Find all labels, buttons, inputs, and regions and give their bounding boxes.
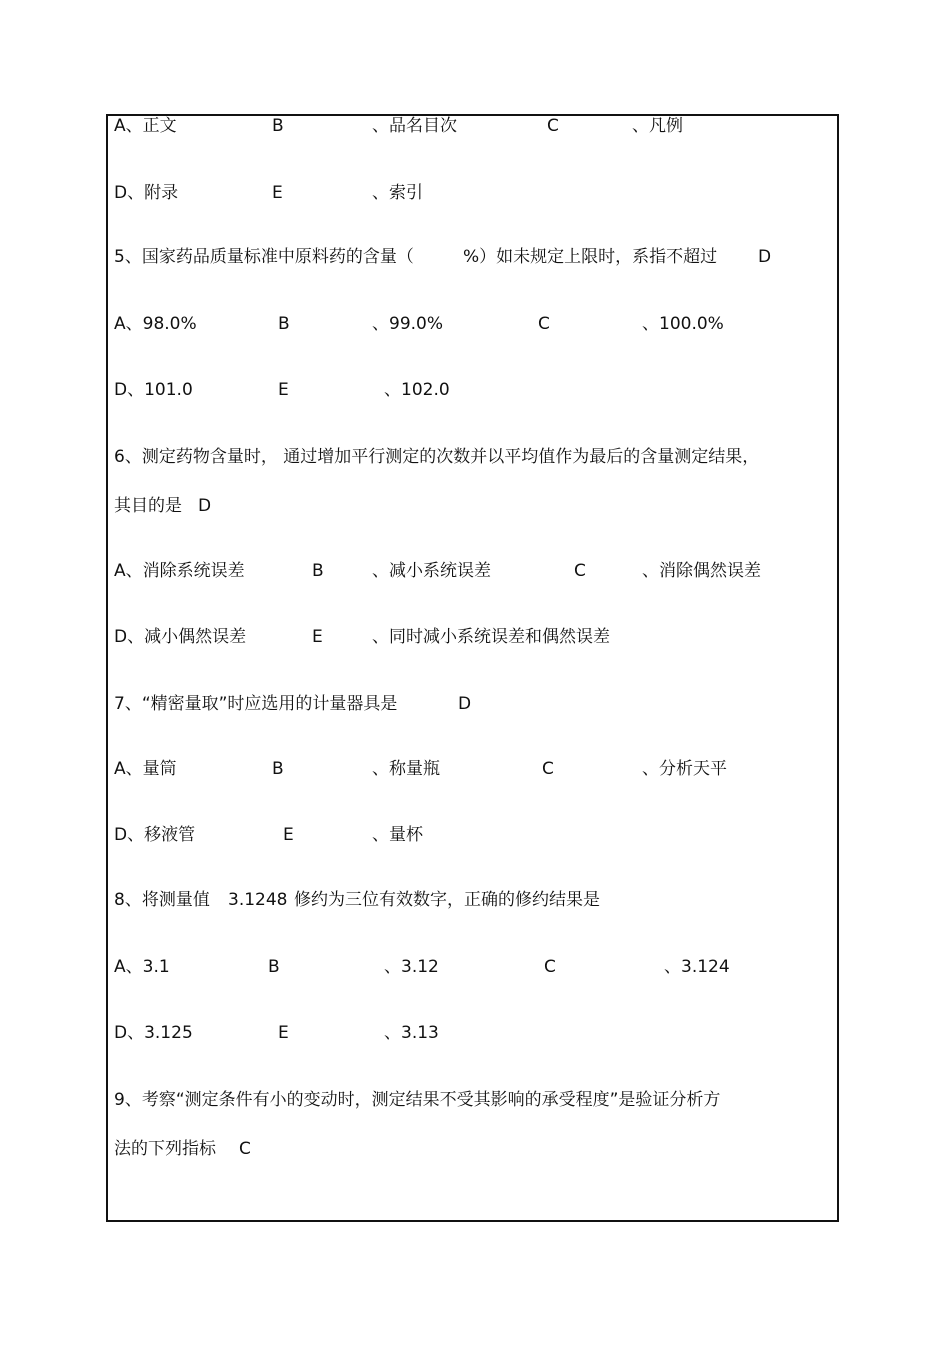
text-segment: C (542, 759, 554, 779)
text-segment: %）如未规定上限时，系指不超过 (463, 247, 718, 267)
text-line (108, 887, 833, 913)
text-segment: 、99.0% (372, 314, 444, 334)
text-segment: E (312, 627, 323, 647)
text-segment: 、量杯 (372, 825, 423, 845)
text-segment: B (312, 561, 324, 581)
text-segment: C (544, 957, 556, 977)
text-line (108, 756, 833, 782)
text-segment: C (574, 561, 586, 581)
text-segment: 6、测定药物含量时， 通过增加平行测定的次数并以平均值作为最后的含量测定结果， (114, 447, 760, 467)
text-segment: D (198, 496, 212, 516)
text-segment: E (278, 1023, 289, 1043)
text-line (108, 1020, 833, 1046)
text-segment: D、3.125 (114, 1023, 193, 1043)
text-segment: C (538, 314, 550, 334)
text-segment: B (272, 759, 284, 779)
text-line (108, 493, 833, 519)
text-segment: 、3.12 (384, 957, 439, 977)
question-box (106, 114, 839, 1222)
text-segment: 、称量瓶 (372, 759, 440, 779)
text-line (108, 377, 833, 403)
text-segment: A、正文 (114, 116, 177, 136)
text-line (108, 244, 833, 270)
text-segment: C (239, 1139, 251, 1159)
text-segment: D (458, 694, 472, 714)
text-segment: 3.1248 (228, 890, 288, 910)
text-segment: D、附录 (114, 183, 179, 203)
text-segment: 修约为三位有效数字，正确的修约结果是 (294, 890, 600, 910)
text-segment: B (272, 116, 284, 136)
text-segment: C (547, 116, 559, 136)
text-segment: 、品名目次 (372, 116, 457, 136)
text-segment: 、102.0 (384, 380, 450, 400)
text-segment: D、移液管 (114, 825, 196, 845)
text-segment: B (268, 957, 280, 977)
text-segment: 、减小系统误差 (372, 561, 491, 581)
text-line (108, 558, 833, 584)
text-segment: A、消除系统误差 (114, 561, 245, 581)
text-segment: A、量筒 (114, 759, 177, 779)
text-segment: 5、国家药品质量标准中原料药的含量（ (114, 247, 414, 267)
text-segment: E (283, 825, 294, 845)
text-segment: E (272, 183, 283, 203)
text-segment: 、100.0% (642, 314, 724, 334)
text-segment: 、分析天平 (642, 759, 727, 779)
text-segment: A、3.1 (114, 957, 170, 977)
text-line (108, 180, 833, 206)
text-line (108, 691, 833, 717)
text-segment: A、98.0% (114, 314, 197, 334)
text-segment: 法的下列指标 (114, 1139, 216, 1159)
text-segment: 其目的是 (114, 496, 182, 516)
text-line (108, 311, 833, 337)
text-segment: 、凡例 (632, 116, 683, 136)
text-line (108, 1087, 833, 1113)
text-segment: D、减小偶然误差 (114, 627, 247, 647)
text-line (108, 113, 833, 139)
text-line (108, 444, 833, 470)
text-segment: D、101.0 (114, 380, 193, 400)
text-segment: B (278, 314, 290, 334)
text-segment: 、消除偶然误差 (642, 561, 761, 581)
text-line (108, 954, 833, 980)
text-segment: 、3.13 (384, 1023, 439, 1043)
text-segment: 、索引 (372, 183, 423, 203)
text-line (108, 1136, 833, 1162)
text-segment: D (758, 247, 772, 267)
text-line (108, 822, 833, 848)
text-segment: 、3.124 (664, 957, 730, 977)
text-segment: 、同时减小系统误差和偶然误差 (372, 627, 610, 647)
text-segment: 8、将测量值 (114, 890, 210, 910)
text-line (108, 624, 833, 650)
text-segment: 9、考察“测定条件有小的变动时，测定结果不受其影响的承受程度”是验证分析方 (114, 1090, 721, 1110)
text-segment: 7、“精密量取”时应选用的计量器具是 (114, 694, 398, 714)
text-segment: E (278, 380, 289, 400)
